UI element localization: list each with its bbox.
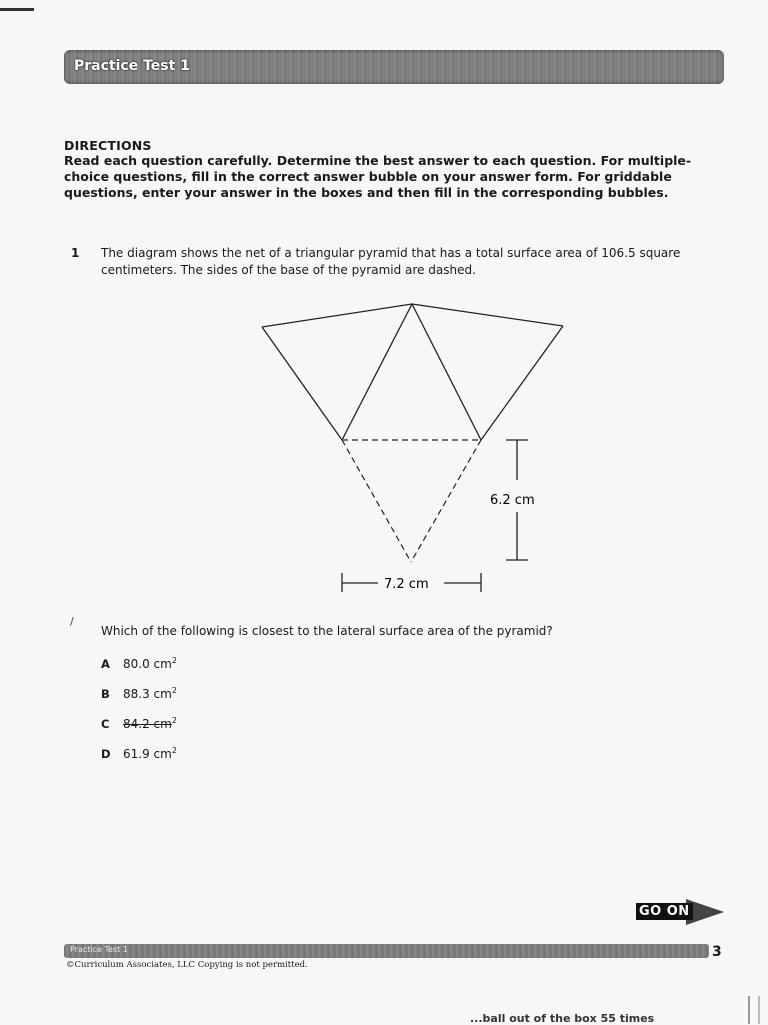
question-text: The diagram shows the net of a triangular pyramid that has a total surface area of 106.5 square centimeters. The sides of the base of the pyramid are dashed. xyxy=(101,246,681,277)
choice-exponent: 2 xyxy=(171,716,177,725)
question-prompt: Which of the following is closest to the lateral surface area of the pyramid? xyxy=(101,624,553,638)
copyright-notice: ©Curriculum Associates, LLC Copying is not permitted. xyxy=(66,960,308,970)
net-edge xyxy=(481,326,563,440)
net-edge xyxy=(262,304,412,327)
choice-value: 84.2 cm xyxy=(123,717,172,731)
choice-exponent: 2 xyxy=(171,656,177,665)
margin-mark: / xyxy=(70,615,74,628)
footer-bar xyxy=(64,944,709,958)
edge-mark xyxy=(748,996,760,1024)
height-label: 6.2 cm xyxy=(490,493,535,508)
base-edge-dashed xyxy=(342,440,411,562)
pyramid-net-diagram xyxy=(250,290,570,600)
go-on-indicator xyxy=(636,895,724,929)
question-number: 1 xyxy=(71,246,80,260)
choice-exponent: 2 xyxy=(171,686,177,695)
net-edge xyxy=(342,304,412,440)
answer-choice-b[interactable] xyxy=(101,686,177,701)
choice-letter: D xyxy=(101,747,111,761)
base-label: 7.2 cm xyxy=(384,577,429,592)
choice-value: 88.3 cm xyxy=(123,687,172,701)
page-number: 3 xyxy=(712,944,722,960)
choice-letter: B xyxy=(101,687,110,701)
choice-letter: C xyxy=(101,717,110,731)
choice-letter: A xyxy=(101,657,110,671)
page-title: Practice Test 1 xyxy=(74,58,190,74)
answer-choice-c[interactable] xyxy=(101,716,177,731)
choice-value: 61.9 cm xyxy=(123,747,172,761)
go-on-label: GO ON xyxy=(636,903,693,920)
directions-text: Read each question carefully. Determine the best answer to each question. For multiple-choice questions, fill in the correct answer bubble on your answer form. For griddable questions, enter your answer in the boxes and then fill in the corresponding bubbles. xyxy=(64,153,692,200)
base-edge-dashed xyxy=(411,440,481,562)
answer-choice-a[interactable] xyxy=(101,656,177,671)
corner-mark xyxy=(0,8,34,11)
next-page-bleed-text: ...ball out of the box 55 times xyxy=(470,1012,655,1025)
footer-title: Practice Test 1 xyxy=(70,945,128,954)
choice-exponent: 2 xyxy=(171,746,177,755)
net-edge xyxy=(412,304,481,440)
answer-choice-d[interactable] xyxy=(101,746,177,761)
directions-heading: DIRECTIONS xyxy=(64,138,152,153)
net-edge xyxy=(412,304,563,326)
choice-value: 80.0 cm xyxy=(123,657,172,671)
net-edge xyxy=(262,327,342,440)
